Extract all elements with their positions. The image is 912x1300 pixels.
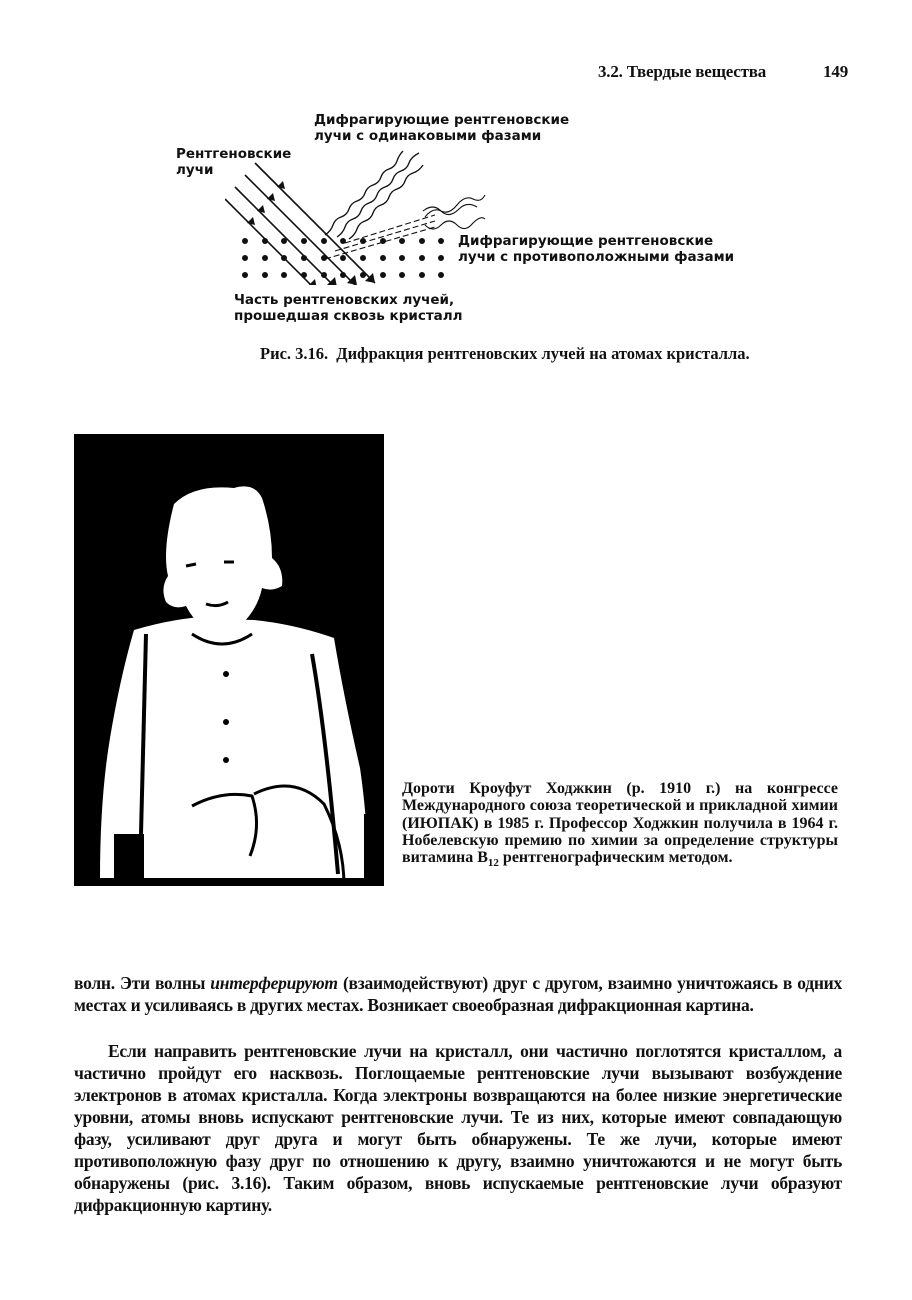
text: волн. Эти волны bbox=[74, 973, 211, 993]
paragraph-2: Если направить рентгеновские лучи на кристалл, они частично поглотятся кристаллом, а частично пройдут его насквозь. Поглощаемые рентгеновские лучи вызывают возбуждение электронов в атомах кристалла. Когда электроны возвращаются на более низкие энергетические уровни, атомы вновь испускают рентгеновские лучи. Те из них, которые имеют совпадающую фазу, усиливают друг друга и могут быть обнаружены. Те же лучи, которые имеют противоположную фазу друг по отношению к другу, взаимно уничтожаются и не могут быть обнаружены (рис. 3.16). Таким образом, вновь испускаемые рентгеновские лучи образуют дифракционную картину. bbox=[74, 1041, 842, 1215]
portrait-figure-icon bbox=[74, 434, 384, 886]
label-line: Дифрагирующие рентгеновские bbox=[314, 112, 570, 128]
photo-caption-text-end: рентгенографическим методом. bbox=[498, 849, 733, 867]
x-ray-diffraction-diagram bbox=[225, 145, 515, 285]
page-number: 149 bbox=[823, 62, 848, 81]
photo-caption-text: Дороти Кроуфут Ходжкин (р. 1910 г.) на конгрессе Международного союза теоретической и прикладной химии (ИЮПАК) в 1985 г. Профессор Ходжкин получила в 1964 г. Нобелевскую премию по химии за определение структуры витамина B bbox=[402, 780, 838, 867]
label-transmitted bbox=[234, 292, 463, 324]
portrait-photo bbox=[74, 434, 384, 886]
figure-caption bbox=[260, 344, 750, 364]
out-of-phase-waves-icon bbox=[325, 195, 485, 259]
label-line: Рентгеновские bbox=[176, 146, 292, 162]
incident-rays-icon bbox=[225, 163, 375, 285]
paragraph-1 bbox=[74, 972, 842, 1016]
in-phase-waves-icon bbox=[325, 151, 423, 239]
label-line: лучи с одинаковыми фазами bbox=[314, 128, 542, 144]
photo-caption bbox=[402, 780, 838, 873]
figure-number: Рис. 3.16. bbox=[260, 344, 329, 363]
label-in-phase bbox=[314, 112, 569, 144]
figure-caption-text: Дифракция рентгеновских лучей на атомах кристалла. bbox=[336, 344, 750, 363]
label-line: Часть рентгеновских лучей, bbox=[234, 292, 455, 308]
label-line: лучи с противоположными фазами bbox=[458, 249, 735, 265]
text: (взаимодействуют) друг с другом, взаимно уничтожаясь в одних местах и усиливаясь в других местах. Возникает своеобразная дифракционная картина. bbox=[74, 973, 843, 1015]
label-line: прошедшая сквозь кристалл bbox=[234, 308, 463, 324]
emphasis-term: интерферируют bbox=[210, 973, 338, 993]
label-line: Дифрагирующие рентгеновские bbox=[458, 233, 714, 249]
subscript: 12 bbox=[487, 857, 499, 870]
label-line: лучи bbox=[176, 162, 214, 178]
section-title: 3.2. Твердые вещества bbox=[598, 62, 767, 81]
running-header bbox=[598, 62, 848, 82]
